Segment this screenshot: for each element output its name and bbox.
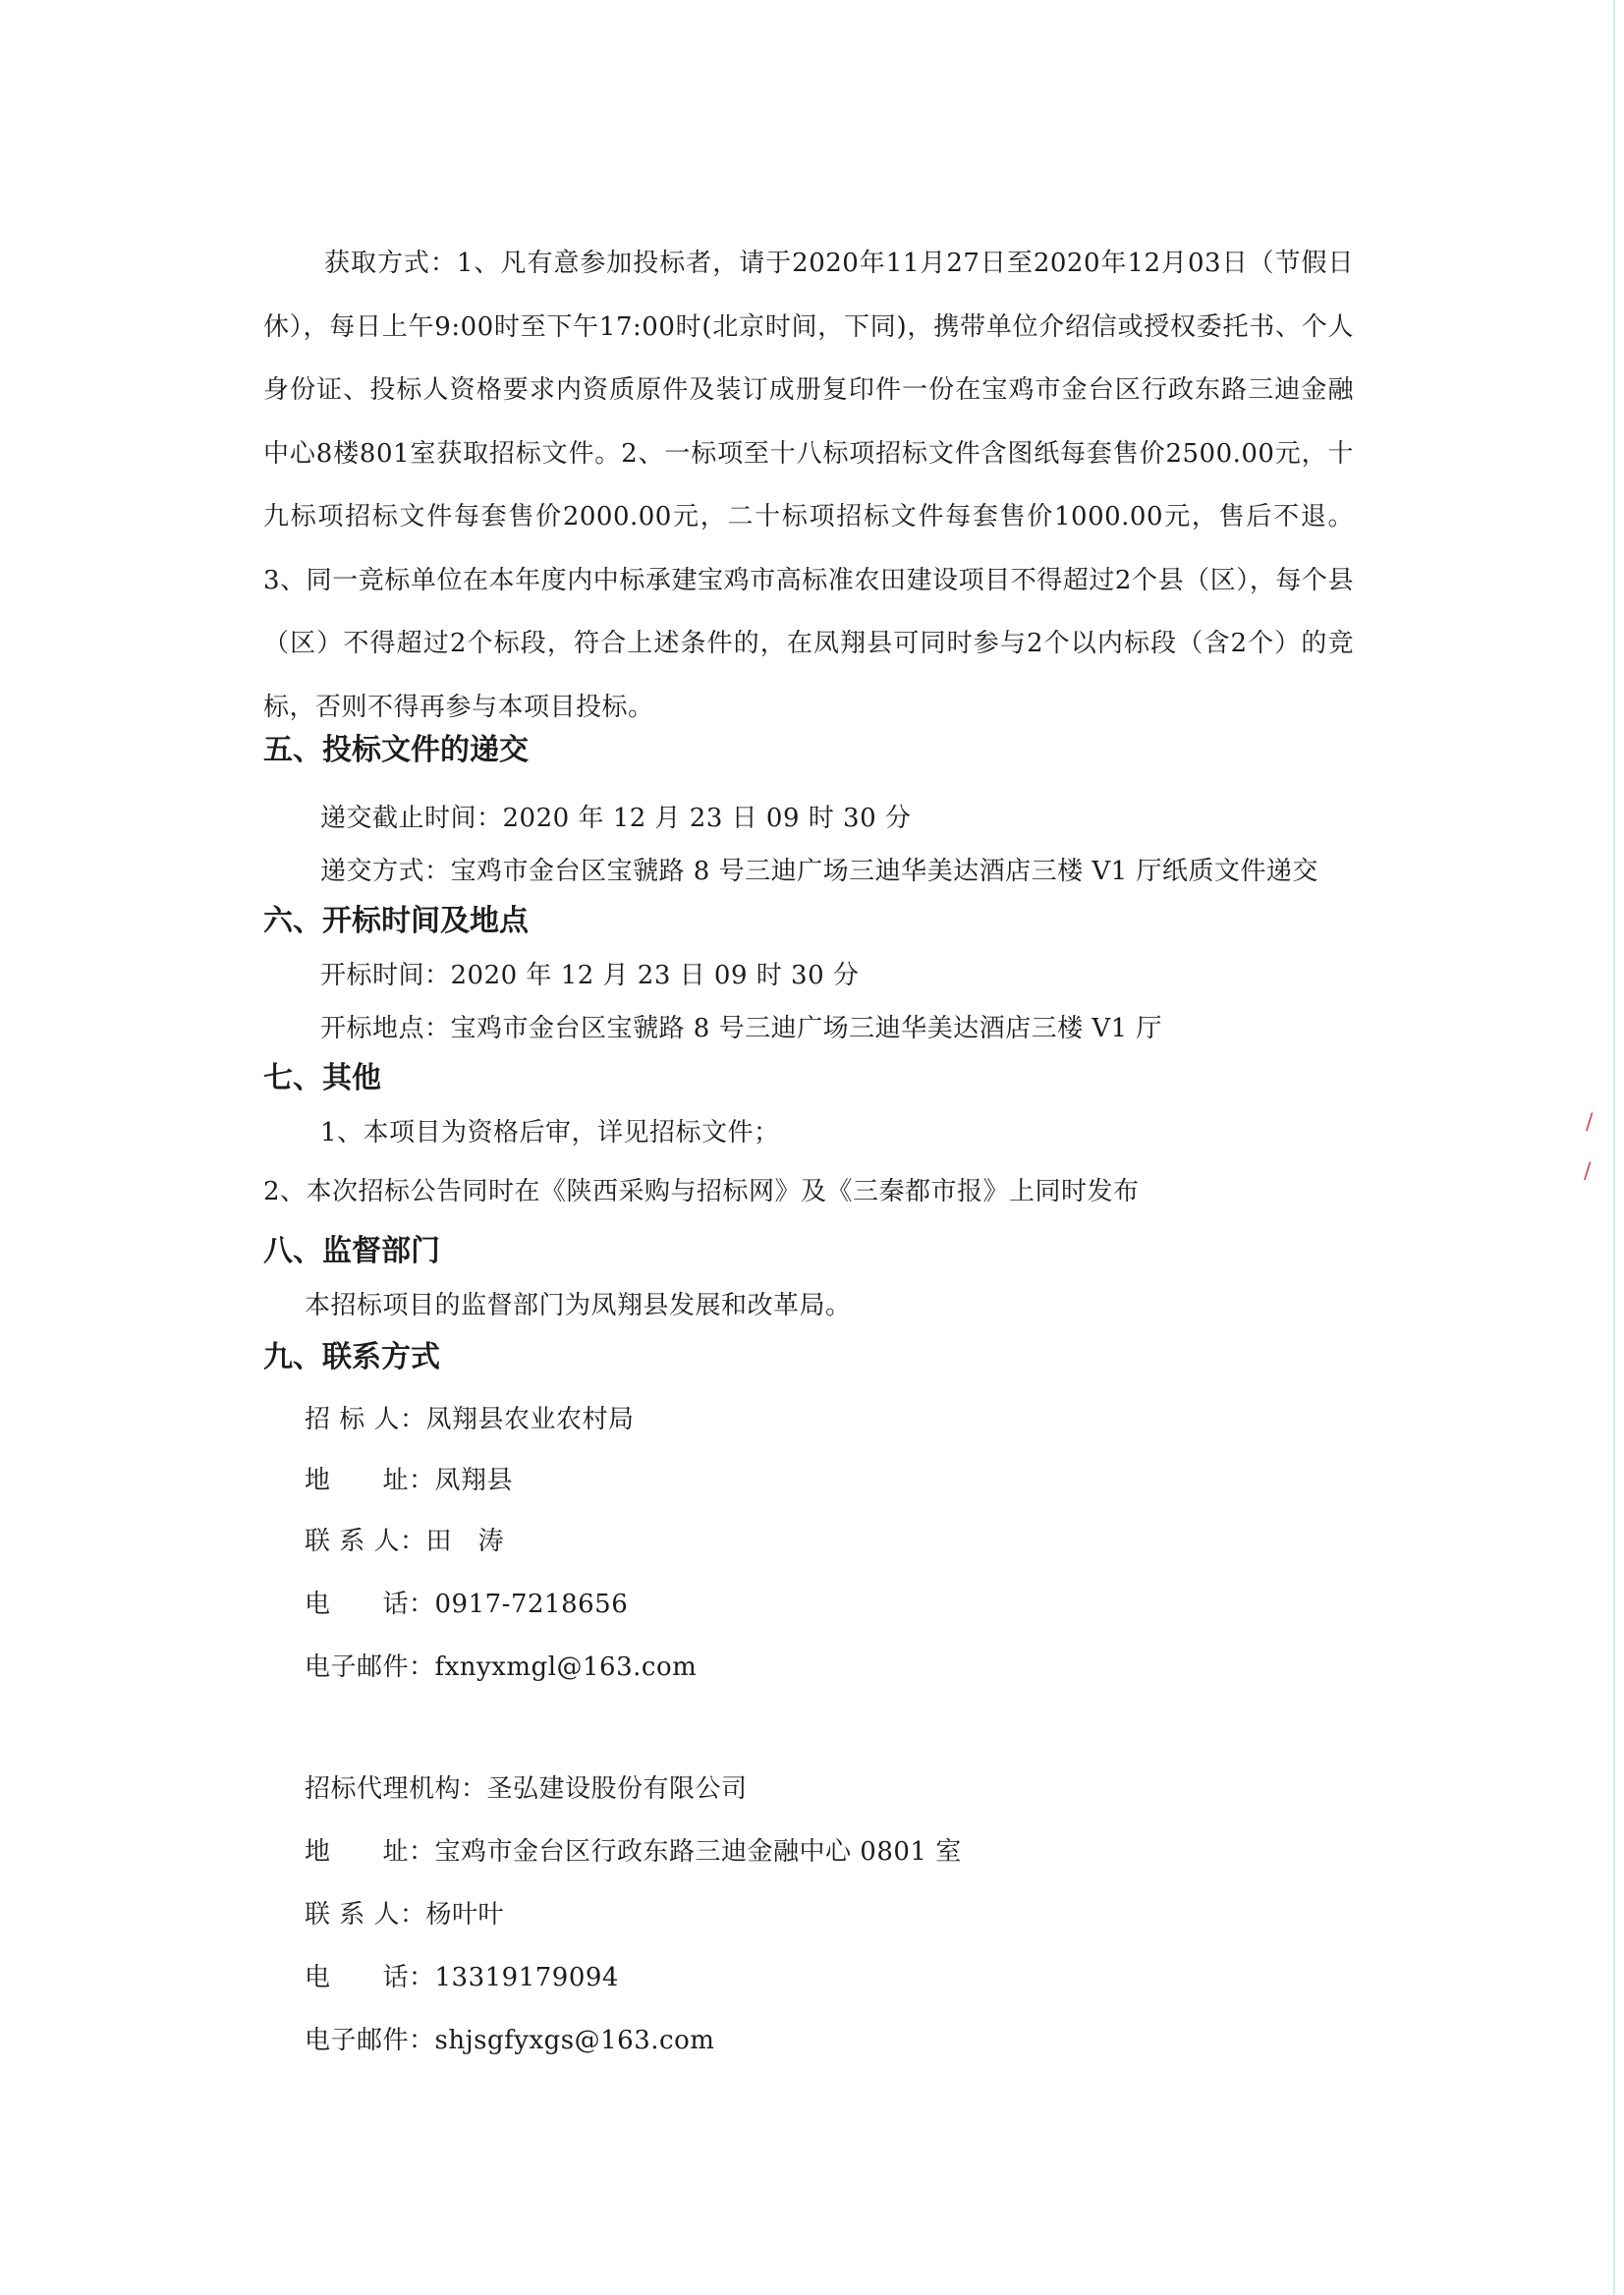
tenderer-phone: 0917-7218656	[434, 1590, 629, 1619]
tenderer-contact: 田 涛	[425, 1527, 505, 1556]
tenderer-address: 凤翔县	[434, 1466, 514, 1495]
agency-name-row	[305, 1768, 748, 1805]
agency-email: shjsgfyxgs@163.com	[434, 2026, 715, 2055]
submission-deadline: 递交截止时间：2020 年 12 月 23 日 09 时 30 分	[320, 804, 912, 833]
agency-phone-row	[305, 1957, 619, 1993]
section5-heading: 五、投标文件的递交	[263, 733, 529, 767]
tenderer-email: fxnyxmgl@163.com	[434, 1652, 698, 1682]
agency-contact-row	[305, 1894, 504, 1931]
agency-address: 宝鸡市金台区行政东路三迪金融中心 0801 室	[434, 1837, 962, 1867]
tenderer-name-label: 招 标 人：	[305, 1405, 426, 1434]
tenderer-contact-label: 联 系 人：	[305, 1527, 426, 1556]
section6-heading: 六、开标时间及地点	[263, 904, 529, 938]
supervision-text: 本招标项目的监督部门为凤翔县发展和改革局。	[305, 1291, 852, 1320]
agency-phone: 13319179094	[434, 1963, 619, 1992]
section7-heading: 七、其他	[263, 1061, 381, 1095]
scan-edge-line	[1613, 0, 1615, 2295]
agency-address-row	[305, 1831, 962, 1868]
scan-mark-top: /	[1586, 1110, 1594, 1135]
bid-opening-place: 开标地点：宝鸡市金台区宝虢路 8 号三迪广场三迪华美达酒店三楼 V1 厅	[320, 1014, 1162, 1043]
agency-name: 圣弘建设股份有限公司	[486, 1774, 748, 1804]
agency-email-row	[305, 2020, 714, 2056]
agency-contact: 杨叶叶	[425, 1900, 505, 1930]
agency-name-label: 招标代理机构：	[305, 1774, 487, 1804]
other-item-2: 2、本次招标公告同时在《陕西采购与招标网》及《三秦都市报》上同时发布	[263, 1177, 1140, 1206]
tenderer-email-label: 电子邮件：	[305, 1652, 435, 1682]
agency-email-label: 电子邮件：	[305, 2026, 435, 2055]
agency-contact-label: 联 系 人：	[305, 1900, 426, 1930]
section9-heading: 九、联系方式	[263, 1340, 440, 1374]
bid-opening-time: 开标时间：2020 年 12 月 23 日 09 时 30 分	[320, 961, 860, 990]
section8-heading: 八、监督部门	[263, 1234, 440, 1268]
tenderer-phone-row	[305, 1584, 628, 1620]
agency-phone-label: 电 话：	[305, 1963, 435, 1992]
tenderer-contact-row	[305, 1521, 504, 1557]
tenderer-phone-label: 电 话：	[305, 1590, 435, 1619]
agency-address-label: 地 址：	[305, 1837, 435, 1867]
tenderer-name-row	[305, 1399, 635, 1435]
scan-mark-bottom: /	[1584, 1159, 1592, 1184]
tenderer-address-label: 地 址：	[305, 1466, 435, 1495]
tenderer-name: 凤翔县农业农村局	[425, 1405, 635, 1434]
submission-method: 递交方式：宝鸡市金台区宝虢路 8 号三迪广场三迪华美达酒店三楼 V1 厅纸质文件递交	[320, 857, 1318, 886]
other-item-1: 1、本项目为资格后审，详见招标文件；	[320, 1118, 780, 1148]
obtain-method-paragraph: 获取方式：1、凡有意参加投标者，请于2020年11月27日至2020年12月03日（节假日休），每日上午9:00时至下午17:00时(北京时间，下同)，携带单位介绍信或授权委托书、个人身份证、投标人资格要求内资质原件及装订成册复印件一份在宝鸡市金台区行政东路三迪金融中心8楼801室获取招标文件。2、一标项至十八标项招标文件含图纸每套售价2500.00元，十九标项招标文件每套售价2000.00元，二十标项招标文件每套售价1000.00元，售后不退。3、同一竞标单位在本年度内中标承建宝鸡市高标准农田建设项目不得超过2个县（区），每个县（区）不得超过2个标段，符合上述条件的，在凤翔县可同时参与2个以内标段（含2个）的竞标，否则不得再参与本项目投标。	[263, 249, 1354, 722]
tenderer-address-row	[305, 1460, 513, 1496]
tenderer-email-row	[305, 1647, 697, 1683]
